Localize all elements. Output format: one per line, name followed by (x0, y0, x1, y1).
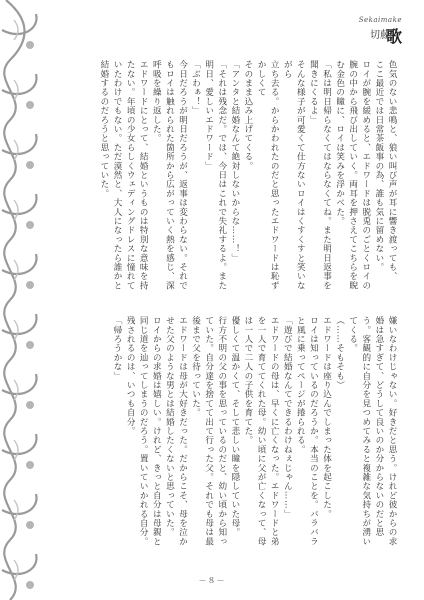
paragraph: エドワードにとって、結婚というものは特別な意味を持たない。年頃の少女らしくウェディングドレスに憧れていたわけでもない。ただ漠然と、大人になったら誰かと結婚するのだろうと思っていた。 (98, 60, 149, 290)
paragraph: そのまま込み上げてくる。 (242, 60, 253, 171)
author-name: 切藤 (370, 30, 390, 41)
series-title: Sekaimake (358, 16, 402, 24)
paragraph: 「ぶわぁ！」 (190, 60, 201, 116)
paragraph: 「遊びで結婚なんてできるわけねぇじゃん……」 (282, 316, 293, 519)
paragraph: 「私は明日帰らなくてはならなくてね。また明日返事を聞きにくるよ」 (308, 60, 332, 290)
paragraph: （……そもそも） (334, 316, 345, 390)
paragraph: 色気のない悲鳴と、狼い叫び声が耳に響き渡っても、 (387, 60, 397, 281)
paragraph: ロイは知っているのだろうか。本当のことを。バラバラと風に乗ってページが捲られる。 (295, 316, 319, 546)
paragraph: エドワードの母は、早くに亡くなった。エドワードと弟を一人で育ててくれた母。幼い頃に父が亡くなって、母は一人で二人の子供を育てた。 (242, 316, 280, 546)
top-text-block (98, 60, 398, 294)
bottom-text-block (98, 316, 398, 550)
paragraph: ここ最近では日常茶飯事の為、誰も気に留めない。 (373, 60, 384, 272)
paragraph: ロイが腕を緩めると、エドワードは脱兎のごとくロイの (360, 60, 371, 290)
paragraph: そんな様子が可愛くて仕方ないロイはくすくすと笑いながら (282, 60, 306, 290)
page-header (354, 16, 402, 50)
paragraph: 立ち去る。からかわれたのだと思ったエドワードは恥ずかしくて (256, 60, 280, 290)
paragraph: 「帰ろうかな」 (112, 316, 123, 381)
paragraph: 今日だろうが明日だろうが、返事は変わらない。それでもロイは触れられた箇所から広がっていく熱を感じ、深呼吸を繰り返した。 (151, 60, 188, 290)
paragraph: 嫌いなわけじゃない。好きだと思う。けれど彼からの求婚は急すぎて、どうして良いのか分からないのだと思う。客観的に自分を見つめてみると複雑な気持ちが湧いてくる。 (347, 316, 397, 546)
paragraph: ロイからの求婚は嬉しい。けれど、きっと自分は母親と同じ道を辿ってしまうのだろう。置いていかれる自分。残されるのは、いつも自分。 (125, 316, 162, 546)
paragraph: 行方不明の父の事を思っているのだと、幼い頃から知っていた。自分達を捨てて出て行った父。それでも母は最後まで父を待っていた。 (190, 316, 227, 546)
paragraph: 「それは残念だ。では、今日はこれで失礼するよ。また明日、愛しいエドワード」 (203, 60, 227, 290)
story-title: 歌 (385, 27, 402, 46)
paragraph: 腕の中から飛び出していく。両耳を押さえてこちらを睨 (347, 60, 358, 290)
paragraph: む金色の瞳に、ロイは笑みを浮かべた。 (334, 60, 345, 226)
ornamental-border (0, 0, 46, 600)
paragraph: エドワードは座り込んでしまった体を起こした。 (321, 316, 332, 519)
paragraph: エドワードは母が大好きだった。だからこそ、母を泣かせた父のような男とは結婚したくないと思っていた。 (164, 316, 188, 546)
paragraph: 優しくて温かくて、そして悲しい瞳を隠していた母。 (229, 316, 240, 537)
paragraph: 「アンタと結婚なんて絶対しないからな……！」 (229, 60, 240, 263)
page-number: －８－ (198, 576, 226, 585)
